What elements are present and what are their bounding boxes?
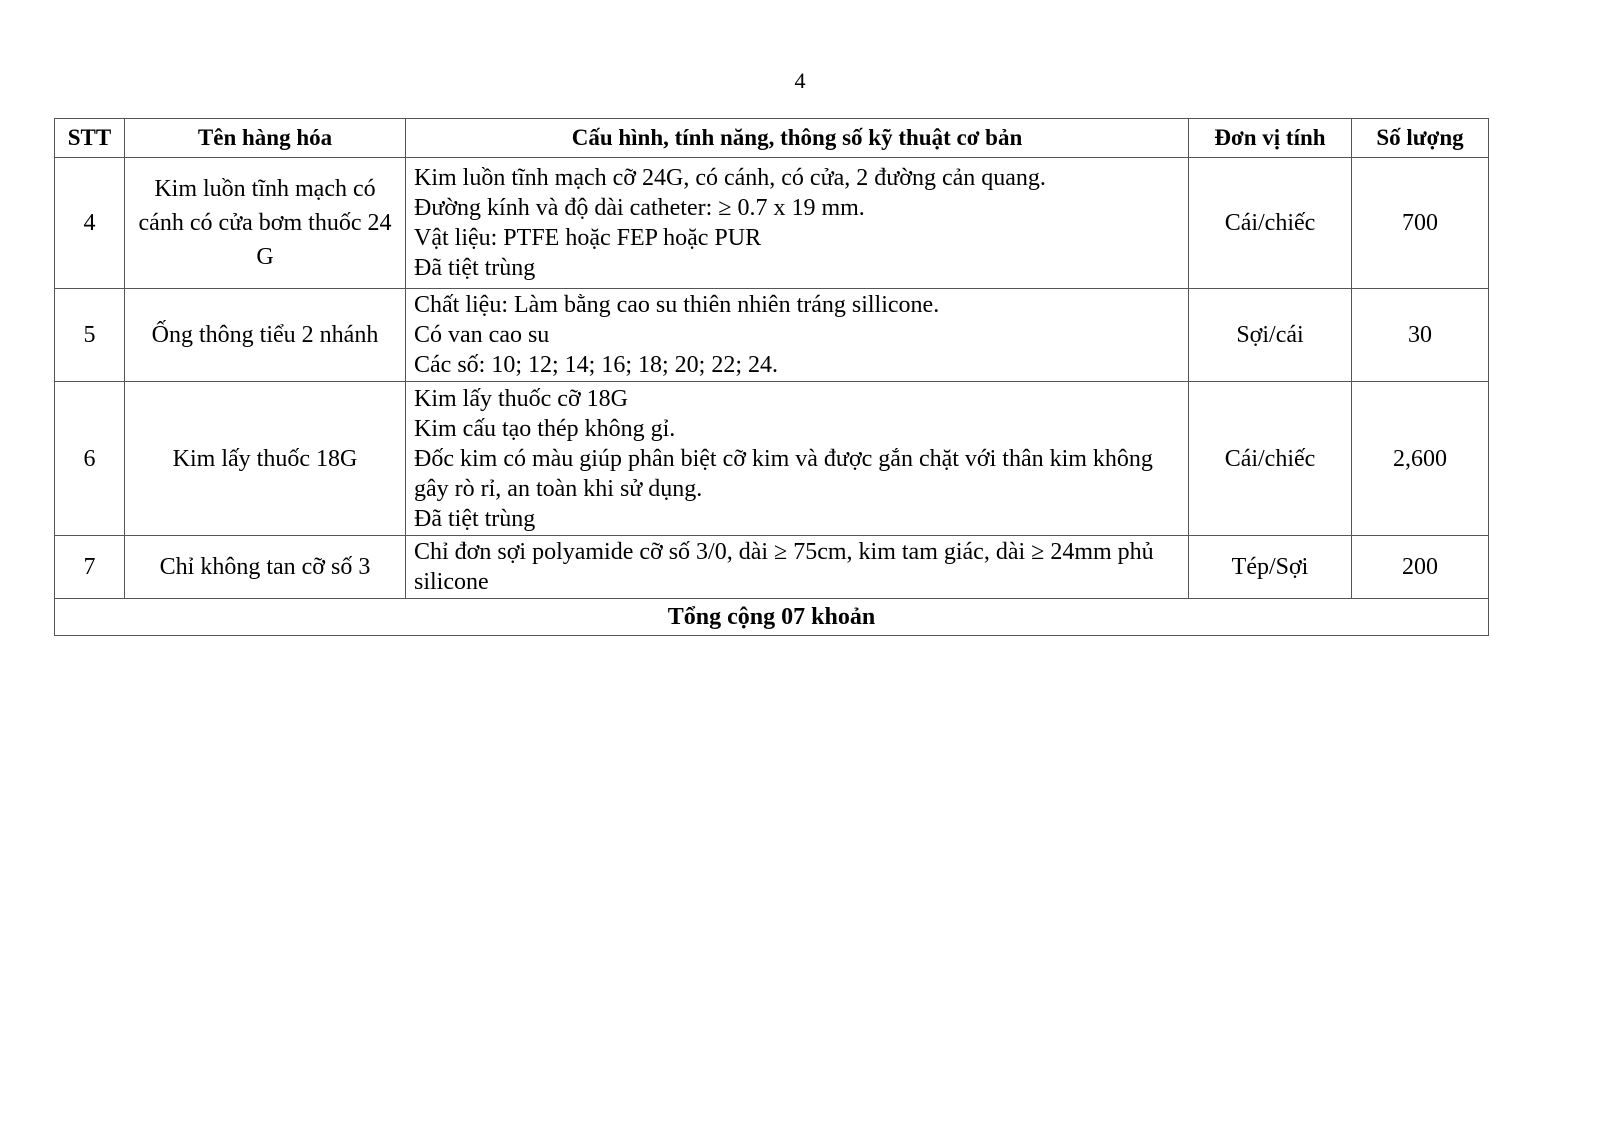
total-row (55, 599, 1489, 636)
spec-line: Đường kính và độ dài catheter: ≥ 0.7 x 19 mm. (414, 195, 865, 221)
cell-name: Kim luồn tĩnh mạch có cánh có cửa bơm thuốc 24 G (125, 158, 406, 289)
header-unit: Đơn vị tính (1189, 119, 1352, 158)
table-row (55, 158, 1489, 289)
cell-name: Ống thông tiểu 2 nhánh (125, 289, 406, 382)
header-stt: STT (55, 119, 125, 158)
cell-spec (406, 536, 1189, 599)
header-spec: Cấu hình, tính năng, thông số kỹ thuật cơ bản (406, 119, 1189, 158)
cell-spec (406, 158, 1189, 289)
cell-stt: 7 (55, 536, 125, 599)
spec-line: Đã tiệt trùng (414, 255, 536, 281)
cell-unit: Tép/Sợi (1189, 536, 1352, 599)
total-label: Tổng cộng 07 khoản (55, 599, 1489, 636)
header-name: Tên hàng hóa (125, 119, 406, 158)
table-row (55, 536, 1489, 599)
spec-line: Có van cao su (414, 322, 550, 348)
spec-line: Đốc kim có màu giúp phân biệt cỡ kim và được gắn chặt với thân kim không gây rò rỉ, an toàn khi sử dụng. (414, 445, 1153, 502)
cell-stt: 4 (55, 158, 125, 289)
table-row (55, 382, 1489, 536)
cell-qty: 700 (1352, 158, 1489, 289)
spec-line: Chỉ đơn sợi polyamide cỡ số 3/0, dài ≥ 75cm, kim tam giác, dài ≥ 24mm phủ silicone (414, 539, 1154, 595)
spec-line: Chất liệu: Làm bằng cao su thiên nhiên tráng sillicone. (414, 292, 940, 318)
spec-line: Các số: 10; 12; 14; 16; 18; 20; 22; 24. (414, 352, 778, 378)
table-row (55, 289, 1489, 382)
spec-line: Kim lấy thuốc cỡ 18G (414, 385, 628, 412)
cell-name: Kim lấy thuốc 18G (125, 382, 406, 536)
cell-stt: 5 (55, 289, 125, 382)
page-number: 4 (794, 68, 806, 93)
table-header-row (55, 119, 1489, 158)
cell-unit: Cái/chiếc (1189, 158, 1352, 289)
spec-line: Vật liệu: PTFE hoặc FEP hoặc PUR (414, 225, 762, 251)
cell-unit: Sợi/cái (1189, 289, 1352, 382)
spec-line: Đã tiệt trùng (414, 505, 536, 532)
cell-stt: 6 (55, 382, 125, 536)
cell-qty: 2,600 (1352, 382, 1489, 536)
cell-spec (406, 382, 1189, 536)
cell-name: Chỉ không tan cỡ số 3 (125, 536, 406, 599)
goods-table (54, 118, 1489, 636)
cell-qty: 30 (1352, 289, 1489, 382)
spec-line: Kim luồn tĩnh mạch cỡ 24G, có cánh, có cửa, 2 đường cản quang. (414, 165, 1046, 191)
header-qty: Số lượng (1352, 119, 1489, 158)
cell-spec (406, 289, 1189, 382)
cell-unit: Cái/chiếc (1189, 382, 1352, 536)
spec-line: Kim cấu tạo thép không gỉ. (414, 415, 676, 442)
cell-qty: 200 (1352, 536, 1489, 599)
